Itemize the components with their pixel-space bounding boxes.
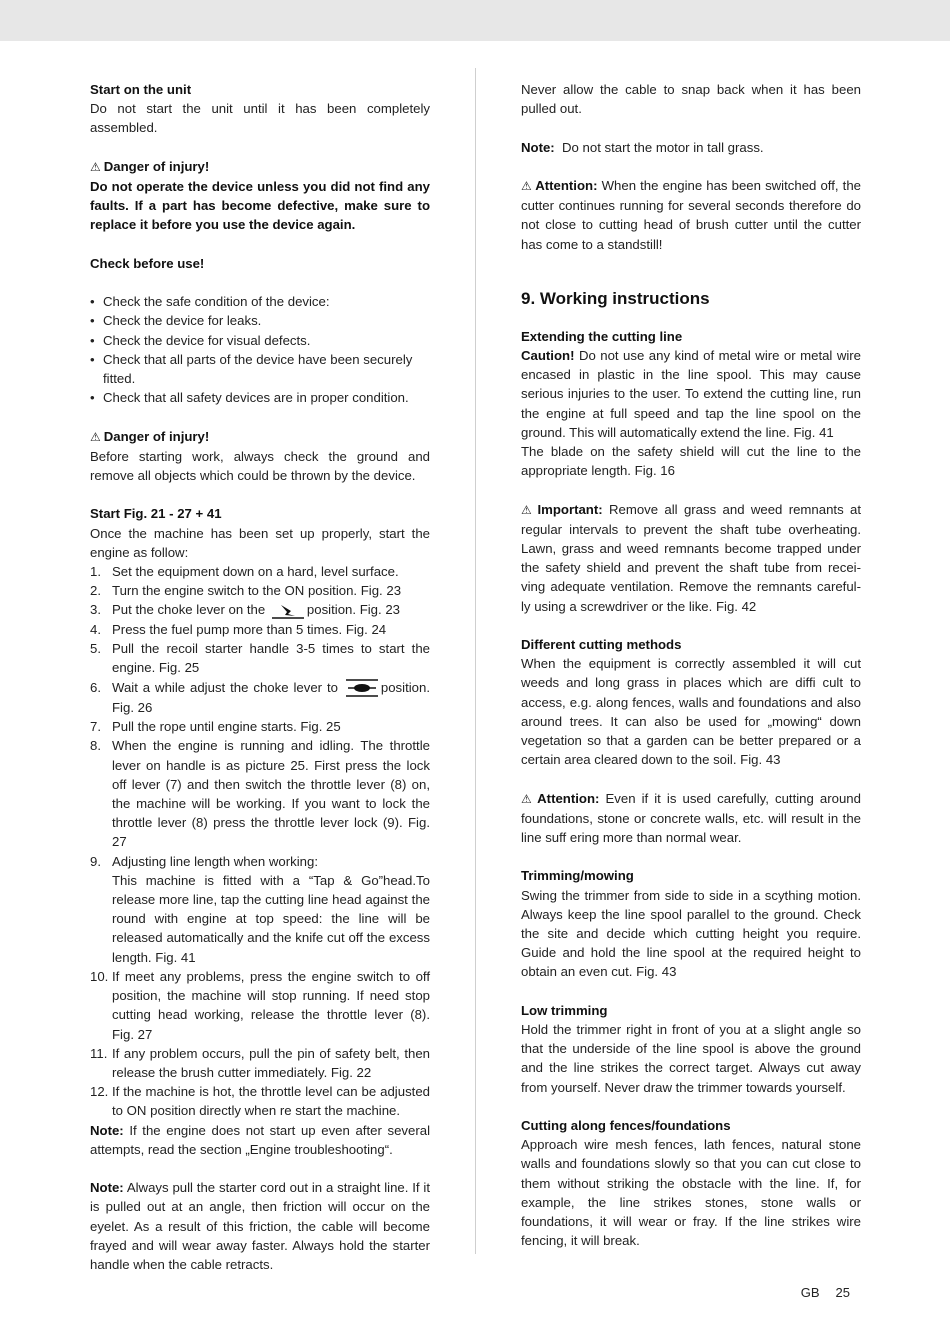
extending-title: Extending the cutting line (521, 328, 683, 344)
list-item: 10. If meet any problems, press the engine switch to off position, the machine will stop running. If need stop cutting head working, release the throttle lever (8). Fig. 27 (90, 968, 430, 1042)
trimming-title: Trimming/mowing (521, 868, 634, 884)
start-title: Start on the unit (90, 82, 192, 97)
list-item: 9. Adjusting line length when working: This machine is fitted with a “Tap & Go”head.To release more line, tap the cutting line head against the round with engine at top speed: the line will be released automatically and the knife cut off the excess length. Fig. 41 (90, 853, 430, 965)
danger1-text: Do not operate the device unless you did not find any faults. If a part has become defective, make sure to replace it before you use the device again. (90, 179, 430, 233)
blade-text: The blade on the safety shield will cut the line to the appropriate length. Fig. 16 (521, 444, 861, 479)
section-title: 9. Working instructions (521, 288, 710, 308)
low-title: Low trimming (521, 1002, 608, 1018)
startfig-intro: Once the machine has been set up properly, start the engine as follow: (90, 525, 430, 560)
caution-text: Caution! Do not use any kind of metal wire or metal wire encased in plastic in the line spool. This may cause serious injuries to the user. To extend the cutting line, run the engine at full speed and tap the line spool on the ground. This will automatically extend the line. Fig. 41 (521, 348, 862, 440)
check-title: Check before use! (90, 255, 205, 271)
list-item: 6. Wait a while adjust the choke lever to position. Fig. 26 (90, 679, 430, 716)
low-text: Hold the trimmer right in front of you at a slight angle so that the underside of the line spool is above the ground and the line strikes the correct target. Always cut away from yourself. Never draw the trimmer towards yourself. (521, 1022, 861, 1095)
list-item: 3. Put the choke lever on the position. Fig. 23 (90, 600, 430, 620)
check-list (90, 292, 430, 407)
list-item: • Check the device for leaks. (90, 311, 430, 330)
list-item: 4. Press the fuel pump more than 5 times. Fig. 24 (90, 621, 387, 637)
page-number: 25 (835, 1285, 850, 1300)
fences-text: Approach wire mesh fences, lath fences, natural stone walls and foundations slowly so that you can cut close to them without striking the obstacle with the line. If, for example, the line strikes stones, stone walls or foundations, it will wear or fray. If the line strikes wire fencing, it will break. (521, 1137, 861, 1249)
warning-triangle-icon: ⚠ (521, 502, 535, 517)
list-item: 8. When the engine is running and idling. The throttle lever on handle is as picture 25. First press the lock off lever (7) and then switch the throttle lever (8) on, the machine will be working. If you want to lock the throttle lever (8) press the throttle lever lock (9). Fig. 27 (90, 738, 430, 850)
danger2-title: ⚠ Danger of injury! (90, 428, 210, 444)
list-item: 5. Pull the recoil starter handle 3-5 times to start the engine. Fig. 25 (90, 641, 430, 676)
methods-text: When the equipment is correctly assembled it will cut weeds and long grass in places which are diffi cult to access, e.g. along fences, walls and foundations and also around trees. It can also be used for „mowing“ down vegetation so that a garden can be better prepared or a certain area cleared down to the soil. Fig. 43 (521, 656, 861, 768)
start-steps (90, 562, 430, 1121)
important-text: ⚠ Important: Remove all grass and weed remnants at regular intervals to prevent the shaft tube overheating. Lawn, grass and weed remnants become trapped under the safety shield and prevent the shaft tube from recei-ving adequate ventilation. Remove the remnants careful-ly using a screwdriver or the like. Fig. 42 (521, 501, 862, 614)
left-column (90, 80, 430, 1274)
attention2: ⚠ Attention: Even if it is used carefully, cutting around foundations, stone or concrete walls, etc. will result in the line suff ering more than normal wear. (521, 790, 861, 846)
note-tall-grass: Note: Do not start the motor in tall grass. (521, 139, 764, 155)
list-item: 2. Turn the engine switch to the ON position. Fig. 23 (90, 583, 402, 599)
warning-triangle-icon: ⚠ (521, 791, 535, 806)
page-footer (801, 1283, 850, 1302)
note2: Note: Always pull the starter cord out in a straight line. If it is pulled out at an angle, then friction will occur on the eyelet. As a result of this friction, the cable will become frayed and will wear away faster. Always hold the starter handle when the cable retracts. (90, 1180, 430, 1272)
list-item: 12. If the machine is hot, the throttle level can be adjusted to ON position directly when re start the machine. (90, 1084, 430, 1119)
right-column (521, 80, 861, 1250)
start-text: Do not start the unit until it has been completely assembled. (90, 101, 430, 136)
choke-open-icon (345, 678, 379, 698)
column-divider (475, 68, 476, 1254)
warning-triangle-icon: ⚠ (90, 159, 101, 174)
top-band (0, 0, 950, 41)
cable-text: Never allow the cable to snap back when it has been pulled out. (521, 82, 861, 117)
list-item: 11. If any problem occurs, pull the pin of safety belt, then release the brush cutter immediately. Fig. 22 (90, 1045, 430, 1080)
list-item: • Check that all parts of the device have been securely fitted. (90, 350, 430, 388)
list-item: • Check that all safety devices are in proper condition. (90, 388, 430, 407)
choke-closed-icon (271, 602, 305, 620)
trimming-text: Swing the trimmer from side to side in a scything motion. Always keep the line spool parallel to the ground. Check the site and decide which cutting height you require. Guide and hold the line spool at the required height to obtain an even cut. Fig. 43 (521, 887, 861, 980)
startfig-title: Start Fig. 21 - 27 + 41 (90, 506, 222, 522)
language-code: GB (800, 1285, 820, 1300)
list-item: • Check the safe condition of the device: (90, 292, 430, 311)
warning-triangle-icon: ⚠ (521, 178, 533, 193)
danger2-text: Before starting work, always check the ground and remove all objects which could be thrown by the device. (90, 448, 430, 483)
warning-triangle-icon: ⚠ (90, 429, 101, 444)
list-item: • Check the device for visual defects. (90, 331, 430, 350)
attention1: ⚠ Attention: When the engine has been switched off, the cutter continues running for several seconds therefore do not close to cutting head of brush cutter until the cutter has come to a standstill! (521, 177, 861, 252)
fences-title: Cutting along fences/foundations (521, 1118, 731, 1134)
methods-title: Different cutting methods (521, 637, 682, 653)
list-item: 1. Set the equipment down on a hard, level surface. (90, 564, 399, 579)
danger1-title: ⚠ Danger of injury! (90, 158, 210, 174)
list-item: 7. Pull the rope until engine starts. Fig. 25 (90, 719, 341, 735)
note1: Note: If the engine does not start up even after several attempts, read the section „Engine troubleshooting“. (90, 1122, 430, 1157)
